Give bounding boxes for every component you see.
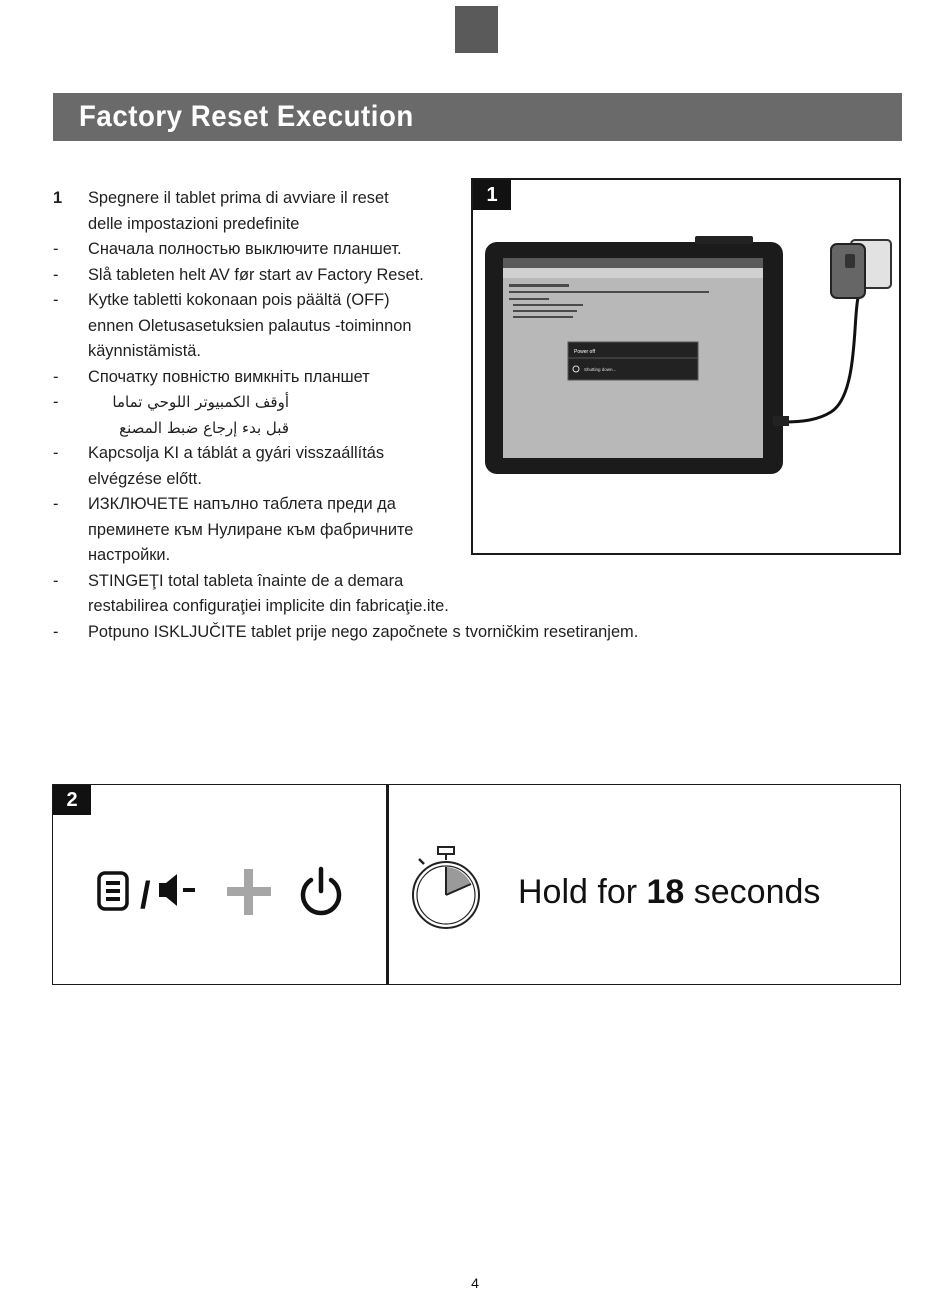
browser-tab-bar <box>503 258 763 268</box>
power-button-icon <box>303 869 339 913</box>
page-number: 4 <box>471 1275 479 1291</box>
page-marker-square <box>455 6 498 53</box>
item-line-arabic: قبل بدء إرجاع ضبط المصنع <box>119 418 289 437</box>
charger-cable <box>783 298 858 422</box>
bullet-dash: - <box>53 265 59 284</box>
bullet-dash: - <box>53 240 59 258</box>
bullet-dash: - <box>53 622 59 641</box>
hold-instruction <box>518 873 820 912</box>
panel-divider <box>386 785 389 984</box>
dialog-title: Power off <box>574 349 596 355</box>
cable-connector <box>773 416 789 426</box>
separator-slash: / <box>140 875 151 917</box>
power-adapter-icon <box>831 244 865 298</box>
hold-duration: 18 <box>646 873 685 911</box>
bullet-dash: - <box>53 495 59 513</box>
item-line: преминете към Нулиране към фабричните <box>88 520 414 539</box>
item-line: Kapcsolja KI a táblát a gyári visszaállítás <box>88 444 385 462</box>
plus-icon <box>227 869 271 915</box>
list-item <box>53 620 733 646</box>
item-line: Slå tableten helt AV før start av Factory Reset. <box>88 265 424 284</box>
volume-down-icon <box>159 874 195 906</box>
figure-tablet-power-off <box>471 178 901 555</box>
item-line: elvégzése előtt. <box>88 469 202 488</box>
dialog-message: Shutting down... <box>584 367 617 372</box>
bullet-dash: - <box>53 367 59 386</box>
item-line: Спочатку повністю вимкніть планшет <box>88 367 370 386</box>
item-line: Kytke tabletti kokonaan pois päältä (OFF) <box>88 291 390 309</box>
bullet-dash: - <box>53 393 59 411</box>
item-line: настройки. <box>88 546 171 564</box>
power-off-dialog <box>568 342 698 380</box>
item-line-arabic: أوقف الكمبيوتر اللوحي تماما <box>112 393 289 411</box>
item-line: delle impostazioni predefinite <box>88 214 300 233</box>
item-line: Potpuno ISKLJUČITE tablet prije nego započnete s tvorničkim resetiranjem. <box>88 622 639 641</box>
menu-button-icon <box>99 873 127 909</box>
list-item <box>53 569 733 620</box>
item-line: ennen Oletusasetuksien palautus -toiminnon <box>88 316 412 335</box>
figure-number-badge: 1 <box>473 180 511 210</box>
bullet-dash: - <box>53 571 59 590</box>
bullet-dash: - <box>53 291 59 309</box>
page-title: Factory Reset Execution <box>53 93 902 141</box>
item-line: restabilirea configuraţiei implicite din fabricaţie.ite. <box>88 597 449 615</box>
hold-prefix: Hold for <box>518 873 647 911</box>
button-combination <box>53 785 383 983</box>
bullet-dash: - <box>53 444 59 462</box>
item-line: Сначала полностью выключите планшет. <box>88 240 402 258</box>
step-number-badge: 2 <box>53 785 91 815</box>
item-line: käynnistämistä. <box>88 342 201 360</box>
stopwatch-icon <box>405 837 495 947</box>
item-line: Spegnere il tablet prima di avviare il reset <box>88 189 389 207</box>
browser-address-bar <box>503 268 763 278</box>
step-number: 1 <box>53 189 63 207</box>
hold-suffix: seconds <box>684 873 821 911</box>
step2-panel <box>52 784 901 985</box>
tablet-side-buttons <box>695 236 753 244</box>
item-line: ИЗКЛЮЧЕТЕ напълно таблета преди да <box>88 495 396 513</box>
tablet-illustration <box>473 180 899 553</box>
item-line: STINGEŢI total tableta înainte de a demara <box>88 571 404 590</box>
